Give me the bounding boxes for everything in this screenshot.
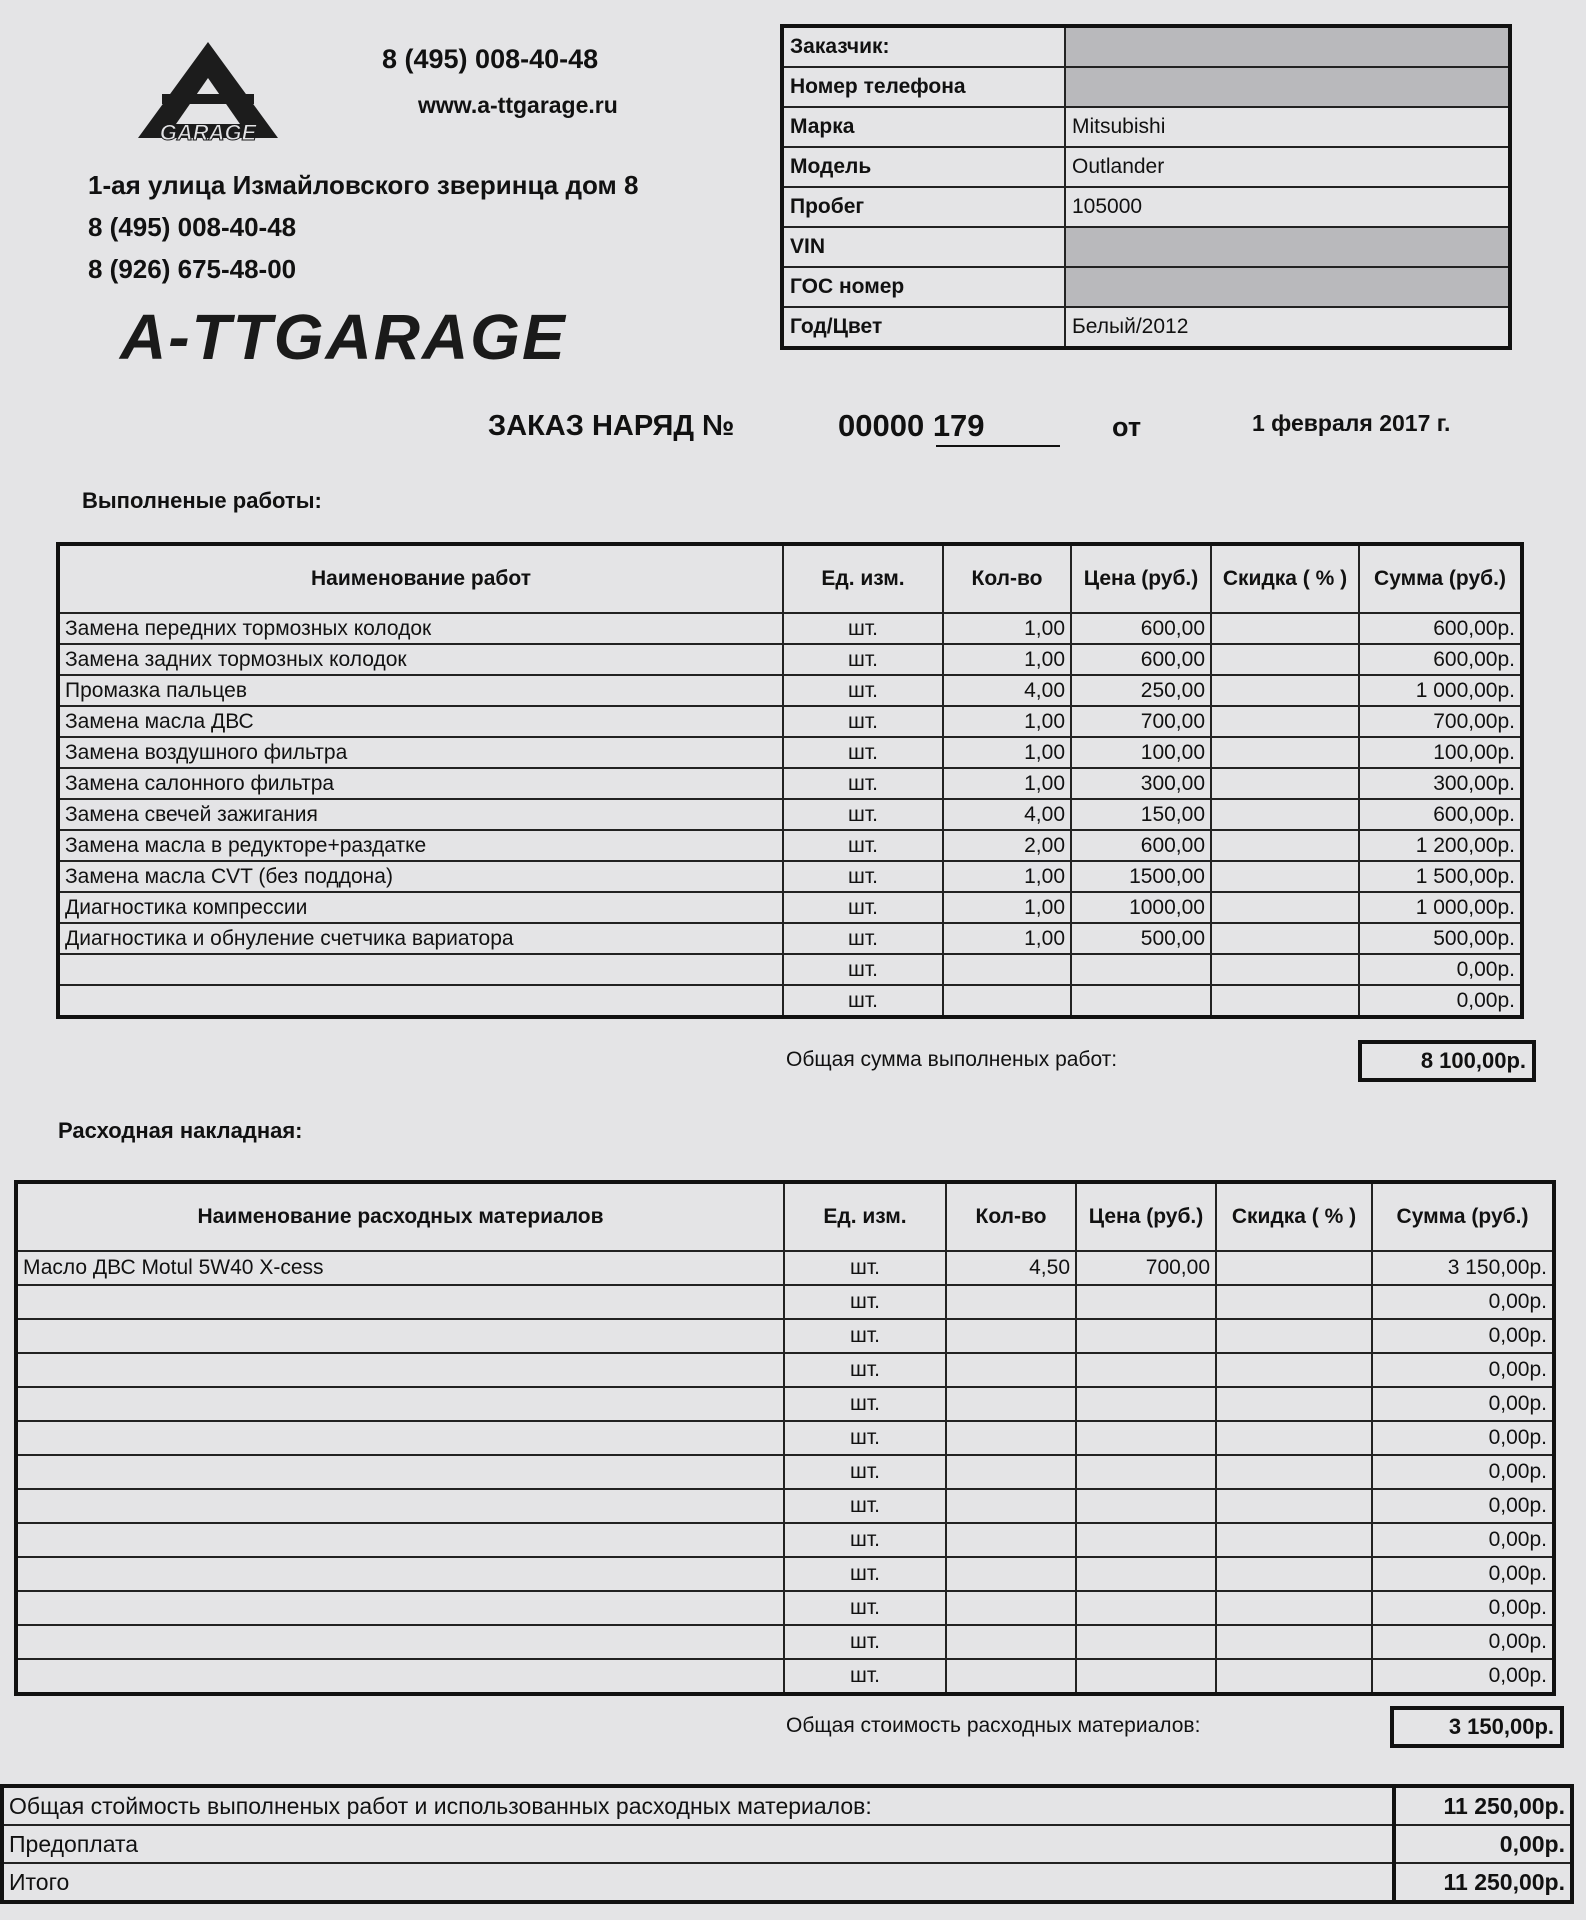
table-cell [1076,1557,1216,1591]
table-cell: шт. [783,892,943,923]
table-cell: 500,00 [1071,923,1211,954]
table-cell: Замена масла CVT (без поддона) [58,861,783,892]
order-title: ЗАКАЗ НАРЯД № [488,410,735,442]
info-row [782,26,1510,67]
table-cell [1071,985,1211,1017]
info-value [1065,227,1510,267]
table-row [16,1523,1554,1557]
table-cell: шт. [784,1285,946,1319]
table-cell: шт. [783,985,943,1017]
table-cell: 600,00 [1071,613,1211,644]
table-cell [1211,923,1359,954]
table-cell: шт. [783,675,943,706]
table-row [16,1319,1554,1353]
table-cell: 700,00р. [1359,706,1522,737]
table-row [58,737,1522,768]
table-cell [1211,768,1359,799]
info-value [1065,267,1510,307]
materials-total-label: Общая стоимость расходных материалов: [786,1714,1201,1737]
table-cell: шт. [784,1319,946,1353]
table-cell [946,1387,1076,1421]
table-cell: 100,00р. [1359,737,1522,768]
totals-value: 11 250,00р. [1394,1863,1572,1902]
table-cell [946,1625,1076,1659]
table-cell [1076,1591,1216,1625]
table-cell: 1000,00 [1071,892,1211,923]
table-cell [1211,830,1359,861]
table-cell: 600,00р. [1359,613,1522,644]
table-cell: 600,00р. [1359,799,1522,830]
table-cell: Замена масла в редукторе+раздатке [58,830,783,861]
table-row [16,1421,1554,1455]
column-header: Скидка ( % ) [1211,544,1359,613]
table-cell: 1 000,00р. [1359,892,1522,923]
table-cell: 300,00 [1071,768,1211,799]
table-cell [1076,1319,1216,1353]
totals-value: 0,00р. [1394,1825,1572,1863]
table-cell [1211,861,1359,892]
info-row [782,187,1510,227]
table-row [58,861,1522,892]
table-cell [1216,1455,1372,1489]
logo-mark-text: GARAGE [159,120,257,145]
table-cell [1076,1387,1216,1421]
table-cell [1076,1455,1216,1489]
info-value: Outlander [1065,147,1510,187]
table-row [16,1557,1554,1591]
table-cell: 0,00р. [1372,1387,1554,1421]
table-row [58,799,1522,830]
table-cell: 1 200,00р. [1359,830,1522,861]
column-header: Наименование работ [58,544,783,613]
table-row [16,1591,1554,1625]
table-cell: шт. [784,1455,946,1489]
info-row [782,227,1510,267]
table-cell: 0,00р. [1372,1353,1554,1387]
materials-table [14,1180,1556,1696]
table-cell: 0,00р. [1372,1285,1554,1319]
totals-label: Итого [2,1863,1394,1902]
table-cell: 0,00р. [1372,1319,1554,1353]
table-cell: шт. [784,1625,946,1659]
table-cell [946,1659,1076,1694]
table-cell [1076,1659,1216,1694]
table-cell: 0,00р. [1372,1455,1554,1489]
table-cell [946,1557,1076,1591]
table-cell: 600,00р. [1359,644,1522,675]
table-cell [1216,1353,1372,1387]
table-cell [58,954,783,985]
table-cell [58,985,783,1017]
table-row [58,954,1522,985]
table-cell: 700,00 [1076,1251,1216,1285]
table-cell: 4,00 [943,675,1071,706]
table-cell: 4,00 [943,799,1071,830]
table-cell [16,1625,784,1659]
info-value [1065,26,1510,67]
table-cell: 0,00р. [1372,1659,1554,1694]
table-cell: шт. [784,1387,946,1421]
table-cell: 0,00р. [1359,985,1522,1017]
table-cell: Замена воздушного фильтра [58,737,783,768]
info-value [1065,67,1510,107]
table-cell: шт. [784,1557,946,1591]
table-cell: шт. [784,1421,946,1455]
table-cell: шт. [784,1659,946,1694]
table-cell: 700,00 [1071,706,1211,737]
company-phone-1: 8 (495) 008-40-48 [88,212,297,242]
website-link[interactable]: www.a-ttgarage.ru [418,92,618,118]
table-cell: 0,00р. [1372,1489,1554,1523]
table-cell: шт. [784,1251,946,1285]
totals-label: Общая стоймость выполненых работ и использованных расходных материалов: [2,1786,1394,1825]
table-row [16,1455,1554,1489]
table-cell [1216,1251,1372,1285]
table-cell [943,954,1071,985]
info-label: Модель [782,147,1065,187]
info-row [782,107,1510,147]
table-cell [1211,954,1359,985]
info-label: VIN [782,227,1065,267]
table-cell: 0,00р. [1372,1625,1554,1659]
table-cell: шт. [784,1523,946,1557]
table-cell: шт. [783,830,943,861]
table-cell: Замена салонного фильтра [58,768,783,799]
table-row [58,892,1522,923]
table-cell [946,1319,1076,1353]
column-header: Цена (руб.) [1071,544,1211,613]
table-cell: 1,00 [943,768,1071,799]
table-cell: 3 150,00р. [1372,1251,1554,1285]
table-row [58,830,1522,861]
table-cell: шт. [784,1353,946,1387]
table-cell: шт. [783,706,943,737]
table-cell [16,1285,784,1319]
table-row [16,1251,1554,1285]
table-cell: 300,00р. [1359,768,1522,799]
table-row [58,768,1522,799]
table-cell: Диагностика компрессии [58,892,783,923]
table-cell: шт. [783,768,943,799]
table-row [16,1387,1554,1421]
info-value: Mitsubishi [1065,107,1510,147]
table-cell [946,1523,1076,1557]
grand-totals-table [0,1784,1574,1904]
table-cell: шт. [783,923,943,954]
table-cell: Диагностика и обнуление счетчика вариатора [58,923,783,954]
table-cell: 0,00р. [1372,1523,1554,1557]
materials-section-title: Расходная накладная: [58,1118,303,1143]
info-row [782,267,1510,307]
column-header: Сумма (руб.) [1359,544,1522,613]
table-cell [1216,1557,1372,1591]
table-cell: 1 500,00р. [1359,861,1522,892]
info-label: Пробег [782,187,1065,227]
table-row [58,675,1522,706]
table-cell [1076,1523,1216,1557]
works-table [56,542,1524,1019]
table-row [58,613,1522,644]
company-phone-2: 8 (926) 675-48-00 [88,254,297,284]
table-cell [1216,1659,1372,1694]
table-cell: шт. [783,954,943,985]
order-date: 1 февраля 2017 г. [1252,410,1451,436]
table-row [58,923,1522,954]
company-wordmark: A-TTGARAGE [120,301,567,373]
table-cell [1211,613,1359,644]
table-row [16,1285,1554,1319]
totals-row [2,1863,1572,1902]
table-cell [1216,1421,1372,1455]
order-number: 00000 179 [838,408,985,443]
table-cell: 1,00 [943,706,1071,737]
table-cell [1211,892,1359,923]
table-cell: 250,00 [1071,675,1211,706]
table-cell: шт. [783,737,943,768]
table-cell: 1,00 [943,923,1071,954]
table-cell: шт. [783,799,943,830]
table-cell: Замена масла ДВС [58,706,783,737]
info-row [782,67,1510,107]
table-cell: Промазка пальцев [58,675,783,706]
table-cell [1216,1625,1372,1659]
table-cell: 0,00р. [1372,1421,1554,1455]
table-cell [16,1489,784,1523]
table-cell: Замена передних тормозных колодок [58,613,783,644]
table-cell [1211,706,1359,737]
column-header: Кол-во [943,544,1071,613]
table-cell [1071,954,1211,985]
company-address: 1-ая улица Измайловского зверинца дом 8 [88,170,639,200]
info-label: Год/Цвет [782,307,1065,348]
table-cell: 1,00 [943,861,1071,892]
table-cell: 1 000,00р. [1359,675,1522,706]
column-header: Ед. изм. [784,1182,946,1251]
table-cell [1216,1523,1372,1557]
table-cell [16,1557,784,1591]
table-row [16,1353,1554,1387]
column-header: Скидка ( % ) [1216,1182,1372,1251]
table-cell [1211,675,1359,706]
vehicle-info-table [780,24,1512,350]
table-cell: 1,00 [943,892,1071,923]
table-cell: 4,50 [946,1251,1076,1285]
table-cell: 0,00р. [1372,1591,1554,1625]
table-cell: 1,00 [943,644,1071,675]
table-cell [1216,1591,1372,1625]
info-label: Заказчик: [782,26,1065,67]
table-cell: 600,00 [1071,644,1211,675]
table-cell [16,1353,784,1387]
info-value: 105000 [1065,187,1510,227]
table-cell [946,1591,1076,1625]
table-cell [1211,737,1359,768]
table-cell: 500,00р. [1359,923,1522,954]
column-header: Наименование расходных материалов [16,1182,784,1251]
table-row [16,1659,1554,1694]
column-header: Цена (руб.) [1076,1182,1216,1251]
table-cell [946,1421,1076,1455]
table-cell: Масло ДВС Motul 5W40 X-cess [16,1251,784,1285]
table-cell [1211,985,1359,1017]
totals-label: Предоплата [2,1825,1394,1863]
table-cell [1076,1421,1216,1455]
table-cell [946,1285,1076,1319]
table-cell: шт. [783,644,943,675]
table-cell: 600,00 [1071,830,1211,861]
table-cell [1211,799,1359,830]
table-cell: шт. [783,613,943,644]
table-row [16,1489,1554,1523]
table-cell [16,1387,784,1421]
table-row [58,706,1522,737]
order-number-underline [936,445,1060,447]
table-cell [943,985,1071,1017]
table-cell [946,1489,1076,1523]
info-label: Номер телефона [782,67,1065,107]
table-cell [16,1523,784,1557]
table-cell [16,1421,784,1455]
column-header: Кол-во [946,1182,1076,1251]
table-cell: 1500,00 [1071,861,1211,892]
table-cell: 0,00р. [1372,1557,1554,1591]
table-cell [16,1319,784,1353]
table-row [16,1625,1554,1659]
table-cell: 150,00 [1071,799,1211,830]
table-cell [1216,1319,1372,1353]
info-label: ГОС номер [782,267,1065,307]
table-cell [1076,1625,1216,1659]
column-header: Ед. изм. [783,544,943,613]
info-row [782,307,1510,348]
table-row [58,644,1522,675]
table-cell [16,1455,784,1489]
table-cell [1211,644,1359,675]
materials-total-value: 3 150,00р. [1390,1706,1564,1748]
table-cell [1216,1489,1372,1523]
table-row [58,985,1522,1017]
table-cell [16,1659,784,1694]
header-phone: 8 (495) 008-40-48 [382,44,599,74]
works-total-label: Общая сумма выполненых работ: [786,1048,1118,1071]
table-cell: 0,00р. [1359,954,1522,985]
totals-row [2,1825,1572,1863]
info-label: Марка [782,107,1065,147]
table-cell: 1,00 [943,613,1071,644]
table-cell [1216,1387,1372,1421]
table-cell [1076,1353,1216,1387]
table-cell: 100,00 [1071,737,1211,768]
table-cell: шт. [784,1489,946,1523]
table-cell: 1,00 [943,737,1071,768]
order-from-label: от [1112,412,1142,442]
works-section-title: Выполненые работы: [82,488,322,513]
table-cell [1076,1285,1216,1319]
totals-value: 11 250,00р. [1394,1786,1572,1825]
table-cell: 2,00 [943,830,1071,861]
table-cell [16,1591,784,1625]
table-cell: Замена свечей зажигания [58,799,783,830]
table-cell: шт. [784,1591,946,1625]
works-total-value: 8 100,00р. [1358,1040,1536,1082]
info-row [782,147,1510,187]
table-cell: Замена задних тормозных колодок [58,644,783,675]
table-cell [946,1353,1076,1387]
column-header: Сумма (руб.) [1372,1182,1554,1251]
totals-row [2,1786,1572,1825]
table-cell [946,1455,1076,1489]
table-cell [1216,1285,1372,1319]
garage-logo-icon [128,38,288,146]
table-cell [1076,1489,1216,1523]
table-cell: шт. [783,861,943,892]
info-value: Белый/2012 [1065,307,1510,348]
